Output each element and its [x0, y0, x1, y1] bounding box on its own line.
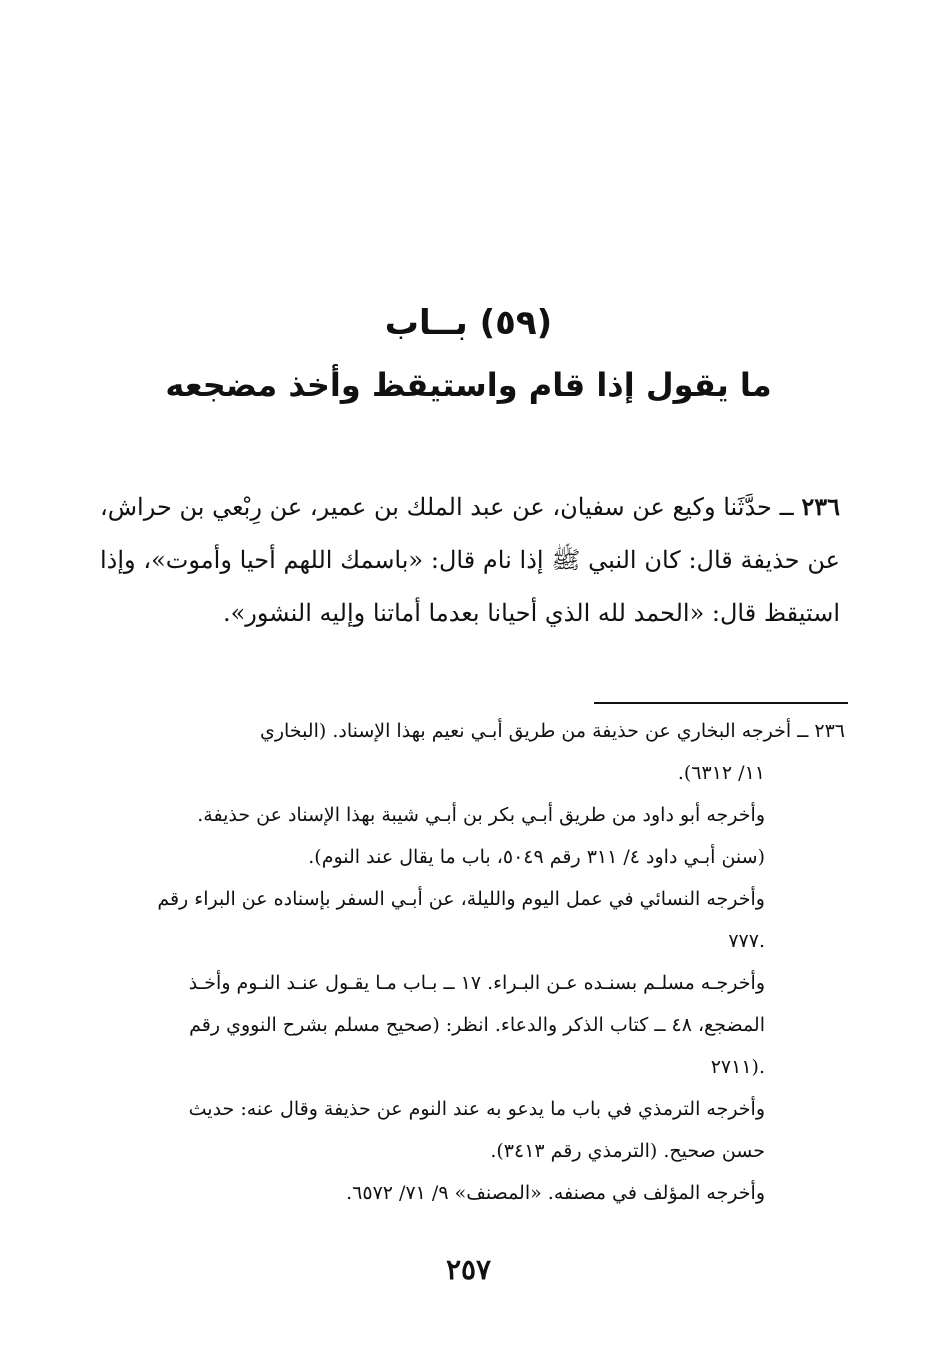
page-number: ٢٥٧ — [445, 1253, 492, 1286]
chapter-title-heading: ما يقول إذا قام واستيقظ وأخذ مضجعه — [165, 366, 772, 404]
footnotes-section — [100, 710, 845, 1214]
footnote-line: وأخرجه المؤلف في مصنفه. «المصنف» ٩/ ٧١/ ٦٥٧٢. — [346, 1182, 765, 1204]
hadith-text: ــ حدَّثَنا وكيع عن سفيان، عن عبد الملك بن عمير، عن رِبْعي بن حراش، عن حذيفة قال: كان النبي ﷺ إذا نام قال: «باسمك اللهم أحيا وأموت»، وإذا استيقظ قال: «الحمد لله الذي أحيانا بعدما أماتنا وإليه النشور». — [100, 493, 840, 627]
footnote-line: وأخرجـه مسلـم بسنـده عـن البـراء. ١٧ ــ بـاب مـا يقـول عنـد النـوم وأخـذ — [188, 972, 765, 994]
chapter-number-heading: (٥٩) بــاب — [384, 303, 553, 343]
footnote-line: ٢٣٦ ــ أخرجه البخاري عن حذيفة من طريق أبـي نعيم بهذا الإسناد. (البخاري — [259, 720, 845, 742]
footnote-line: وأخرجه النسائي في عمل اليوم والليلة، عن أبـي السفر بإسناده عن البراء رقم — [157, 888, 765, 910]
hadith-number: ٢٣٦ — [801, 492, 840, 521]
footnote-line: .٧٧٧ — [728, 930, 765, 952]
hadith-paragraph — [100, 480, 840, 640]
footnote-line: المضجع، ٤٨ ــ كتاب الذكر والدعاء. انظر: (صحيح مسلم بشرح النووي رقم — [189, 1014, 765, 1036]
footnote-line: حسن صحيح. (الترمذي رقم ٣٤١٣). — [490, 1140, 765, 1162]
footnote-line: (سنن أبـي داود ٤/ ٣١١ رقم ٥٠٤٩، باب ما يقال عند النوم). — [308, 846, 765, 868]
footnote-divider — [594, 702, 848, 704]
footnote-line: وأخرجه الترمذي في باب ما يدعو به عند النوم عن حذيفة وقال عنه: حديث — [188, 1098, 765, 1120]
footnote-line: .(٢٧١١ — [710, 1056, 765, 1078]
footnote-line: وأخرجه أبو داود من طريق أبـي بكر بن أبـي شيبة بهذا الإسناد عن حذيفة. — [197, 804, 765, 826]
footnote-line: ١١/ ٦٣١٢). — [677, 762, 765, 784]
